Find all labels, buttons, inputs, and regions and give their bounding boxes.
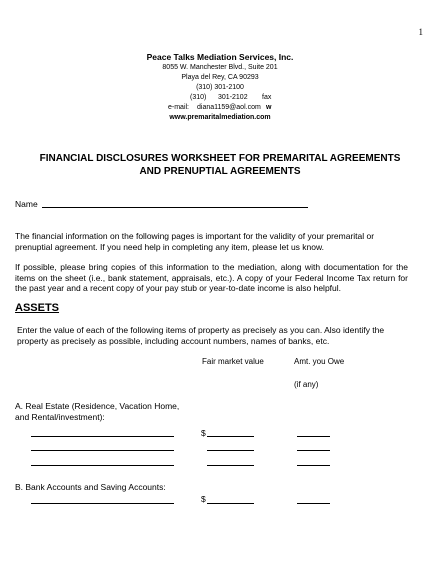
- title-line-2: AND PRENUPTIAL AGREEMENTS: [139, 166, 301, 177]
- assets-heading: ASSETS: [15, 302, 60, 314]
- section-b-bank-accounts-label: B. Bank Accounts and Saving Accounts:: [15, 482, 166, 492]
- website: www.premaritalmediation.com: [169, 114, 271, 121]
- real-estate-owed-line-1[interactable]: [297, 436, 330, 437]
- real-estate-description-line-2[interactable]: [31, 450, 174, 451]
- real-estate-value-line-2[interactable]: [207, 450, 254, 451]
- name-field-row: [15, 199, 308, 209]
- real-estate-value-line-1[interactable]: [207, 436, 254, 437]
- column-amount-owed: Amt. you Owe: [294, 357, 345, 366]
- phone: (310) 301-2100: [196, 84, 244, 91]
- dollar-sign: $: [201, 428, 206, 438]
- address-line-1: 8055 W. Manchester Blvd., Suite 201: [162, 64, 278, 71]
- assets-intro-paragraph: Enter the value of each of the following items of property as precisely as you can. Also identify the property as precisely as possible, including account numbers, names of banks, etc.: [17, 325, 385, 346]
- company-name: Peace Talks Mediation Services, Inc.: [146, 52, 294, 62]
- email-address: diana1159@aol.com: [197, 104, 261, 111]
- bank-account-description-line-1[interactable]: [31, 503, 174, 504]
- real-estate-description-line-3[interactable]: [31, 465, 174, 466]
- name-blank-line[interactable]: [42, 207, 308, 208]
- bank-account-owed-line-1[interactable]: [297, 503, 330, 504]
- email-row: [0, 103, 440, 113]
- fax-number: (310) 301-2102: [190, 94, 248, 101]
- title-line-1: FINANCIAL DISCLOSURES WORKSHEET FOR PREMARITAL AGREEMENTS: [39, 153, 401, 164]
- real-estate-owed-line-2[interactable]: [297, 450, 330, 451]
- dollar-sign: $: [201, 494, 206, 504]
- documents-paragraph: If possible, please bring copies of this information to the mediation, along with documentation for the items on the sheet (i.e., bank statement, appraisals, etc.). A copy of your Federal Income Tax return for the past year and a recent copy of your pay stub or year-to-date income is also helpful.: [15, 262, 408, 293]
- email-suffix: w: [266, 104, 272, 111]
- real-estate-description-line-1[interactable]: [31, 436, 174, 437]
- column-if-any: (if any): [294, 380, 319, 389]
- intro-paragraph: The financial information on the following pages is important for the validity of your premarital or prenuptial agreement. If you need help in completing any item, please let us know.: [15, 231, 375, 252]
- document-title: [0, 152, 440, 178]
- column-fair-market-value: Fair market value: [202, 357, 264, 366]
- name-label: Name: [15, 199, 38, 209]
- email-label: e-mail:: [168, 104, 190, 111]
- bank-account-value-line-1[interactable]: [207, 503, 254, 504]
- section-a-real-estate-label: A. Real Estate (Residence, Vacation Home, and Rental/investment):: [15, 401, 180, 422]
- fax-row: [0, 93, 440, 103]
- real-estate-owed-line-3[interactable]: [297, 465, 330, 466]
- real-estate-value-line-3[interactable]: [207, 465, 254, 466]
- fax-label: fax: [262, 94, 272, 101]
- address-line-2: Playa del Rey, CA 90293: [181, 74, 259, 81]
- page-number: 1: [418, 27, 423, 37]
- letterhead: [0, 52, 440, 123]
